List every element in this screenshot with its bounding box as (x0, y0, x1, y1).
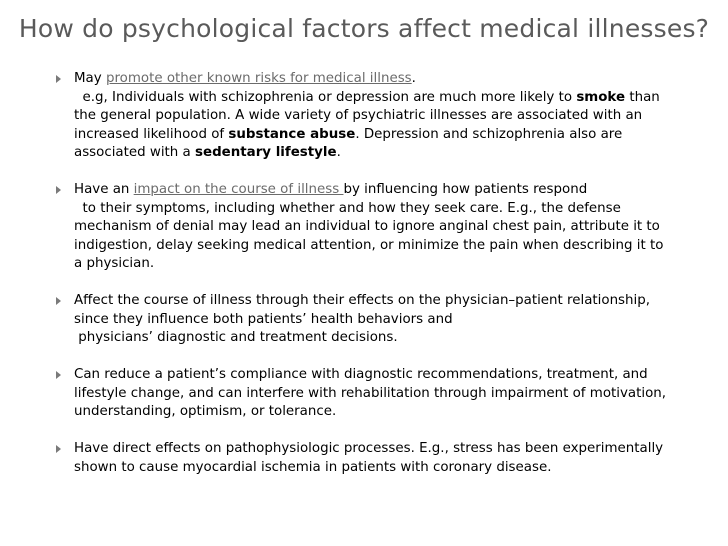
bullet-line (74, 144, 716, 163)
bold-phrase: smoke (576, 89, 626, 105)
bullet-line (74, 218, 716, 237)
bullet-item (56, 440, 716, 477)
slide-title: How do psychological factors affect medical illnesses? (18, 14, 710, 43)
bullet-line (74, 403, 716, 422)
text-segment: a physician. (74, 256, 155, 271)
text-segment: increased likelihood of (74, 126, 229, 142)
bullet-line (74, 70, 716, 89)
underlined-phrase: impact on the course of illness (133, 182, 344, 197)
bullet-arrow-icon (56, 297, 61, 305)
bullet-arrow-icon (56, 186, 61, 194)
bullet-item (56, 181, 716, 274)
bullet-item (56, 70, 716, 163)
bullet-item (56, 366, 716, 422)
text-segment: to their symptoms, including whether and how they seek care. E.g., the defense (74, 200, 621, 216)
bullet-line (74, 89, 716, 108)
bullet-arrow-icon (56, 371, 61, 379)
text-segment: indigestion, delay seeking medical attention, or minimize the pain when describing it to (74, 237, 664, 253)
bullet-line (74, 107, 716, 126)
text-segment: . Depression and schizophrenia also are (355, 126, 623, 142)
bullet-line (74, 237, 716, 256)
bullet-line (74, 181, 716, 200)
underlined-phrase: promote other known risks for medical illness (105, 71, 412, 86)
text-segment: by influencing how patients respond (343, 182, 588, 197)
text-segment: shown to cause myocardial ischemia in patients with coronary disease. (74, 459, 552, 475)
text-segment: Can reduce a patient’s compliance with diagnostic recommendations, treatment, and (74, 367, 648, 382)
text-segment: than (625, 89, 660, 105)
text-segment: . (336, 145, 341, 160)
text-segment: Affect the course of illness through their effects on the physician–patient relationship, (74, 293, 650, 308)
bold-phrase: substance abuse (228, 126, 356, 142)
text-segment: mechanism of denial may lead an individual to ignore anginal chest pain, attribute it to (74, 219, 660, 234)
bullet-line (74, 459, 716, 478)
text-segment: associated with a (74, 145, 196, 160)
text-segment: e.g, Individuals with schizophrenia or depression are much more likely to (74, 89, 577, 105)
bullet-arrow-icon (56, 445, 61, 453)
bullet-line (74, 440, 716, 459)
text-segment: physicians’ diagnostic and treatment decisions. (74, 330, 398, 345)
bullet-line (74, 126, 716, 145)
text-segment: . (411, 71, 416, 86)
text-segment: Have an (74, 182, 134, 197)
text-segment: the general population. A wide variety of psychiatric illnesses are associated with an (74, 108, 643, 123)
bullet-list (56, 70, 716, 496)
bullet-arrow-icon (56, 75, 61, 83)
bullet-line (74, 200, 716, 219)
text-segment: since they influence both patients’ health behaviors and (74, 311, 453, 327)
text-segment: Have direct effects on pathophysiologic processes. E.g., stress has been experimentally (74, 441, 664, 456)
bullet-line (74, 329, 716, 348)
bullet-item (56, 292, 716, 348)
bold-phrase: sedentary lifestyle (195, 145, 337, 160)
bullet-line (74, 292, 716, 311)
text-segment: lifestyle change, and can interfere with rehabilitation through impairment of motivation, (74, 385, 667, 401)
bullet-line (74, 255, 716, 274)
text-segment: understanding, optimism, or tolerance. (74, 404, 337, 419)
text-segment: May (74, 71, 106, 86)
bullet-line (74, 311, 716, 330)
bullet-line (74, 385, 716, 404)
bullet-line (74, 366, 716, 385)
